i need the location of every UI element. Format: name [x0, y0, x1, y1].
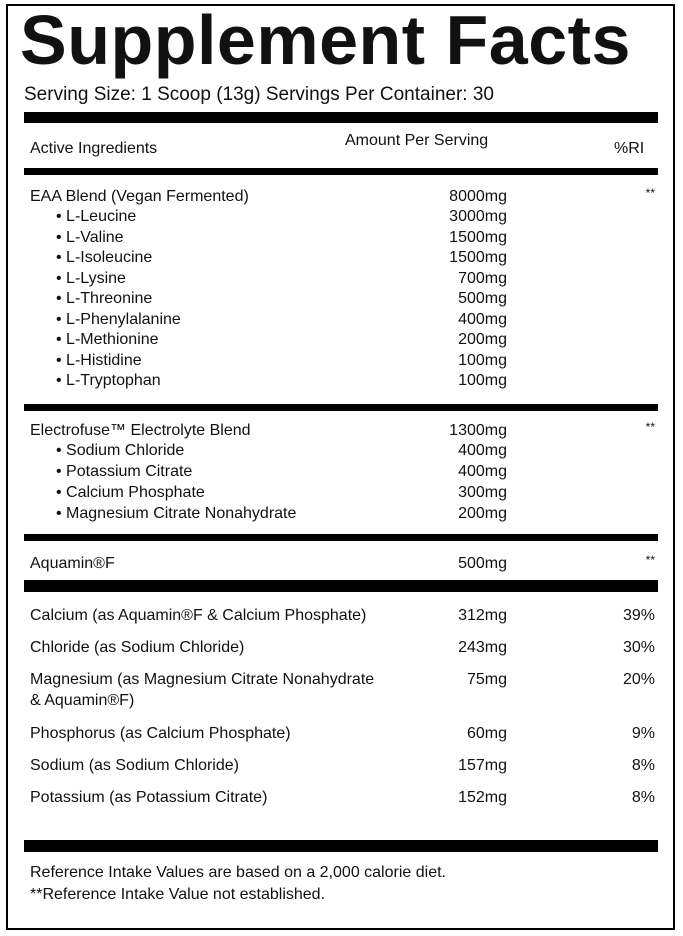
sub-ingredient-name: • Potassium Citrate [56, 463, 193, 480]
ingredient-amount: 1300mg [449, 422, 507, 439]
sub-ingredient-name: • L-Isoleucine [56, 249, 153, 266]
mineral-ri: 30% [622, 639, 655, 656]
sub-ingredient-name: • L-Lysine [56, 270, 126, 287]
mineral-ri: 8% [631, 789, 655, 806]
mineral-row [8, 724, 677, 744]
sub-ingredient-name: • Sodium Chloride [56, 442, 185, 459]
mineral-row [8, 756, 677, 776]
mineral-row [8, 638, 677, 658]
sub-ingredient-amount: 100mg [458, 352, 507, 369]
mineral-amount: 75mg [466, 671, 507, 688]
sub-ingredient-row [8, 351, 677, 371]
sub-ingredient-row [8, 269, 677, 289]
mineral-amount: 157mg [458, 757, 507, 774]
mineral-ri: 20% [622, 671, 655, 688]
sub-ingredient-row [8, 504, 677, 524]
sub-ingredient-amount: 300mg [458, 484, 507, 501]
thick-divider [24, 168, 658, 175]
ingredient-ri: ** [645, 186, 655, 200]
sub-ingredient-amount: 700mg [458, 270, 507, 287]
sub-ingredient-row [8, 330, 677, 350]
header-amount: Amount Per Serving [345, 132, 489, 149]
sub-ingredient-row [8, 228, 677, 248]
sub-ingredient-name: • L-Phenylalanine [56, 311, 181, 328]
ingredient-row [8, 421, 677, 441]
mineral-name: Phosphorus (as Calcium Phosphate) [30, 725, 291, 742]
supplement-facts-panel [6, 1, 675, 930]
mineral-name-continued: & Aquamin®F) [30, 692, 135, 709]
mineral-ri: 8% [631, 757, 655, 774]
mineral-amount: 60mg [466, 725, 507, 742]
ingredient-name: Electrofuse™ Electrolyte Blend [30, 422, 251, 439]
sub-ingredient-row [8, 207, 677, 227]
sub-ingredient-name: • L-Histidine [56, 352, 142, 369]
sub-ingredient-amount: 400mg [458, 311, 507, 328]
mineral-row [8, 606, 677, 626]
sub-ingredient-amount: 500mg [458, 290, 507, 307]
mineral-ri: 39% [622, 607, 655, 624]
sub-ingredient-name: • Calcium Phosphate [56, 484, 205, 501]
mineral-row [8, 670, 677, 690]
thick-divider [24, 534, 658, 541]
mineral-name: Chloride (as Sodium Chloride) [30, 639, 245, 656]
sub-ingredient-name: • L-Valine [56, 229, 124, 246]
mineral-name: Sodium (as Sodium Chloride) [30, 757, 239, 774]
ingredient-name: Aquamin®F [30, 555, 115, 572]
panel-title: Supplement Facts [20, 1, 631, 79]
sub-ingredient-name: • L-Threonine [56, 290, 153, 307]
serving-info: Serving Size: 1 Scoop (13g) Servings Per Container: 30 [24, 84, 494, 105]
ingredient-row [8, 187, 677, 207]
sub-ingredient-amount: 200mg [458, 331, 507, 348]
mineral-name: Magnesium (as Magnesium Citrate Nonahydrate [30, 671, 375, 688]
thick-divider [24, 112, 658, 123]
sub-ingredient-row [8, 310, 677, 330]
sub-ingredient-row [8, 441, 677, 461]
sub-ingredient-name: • Magnesium Citrate Nonahydrate [56, 505, 297, 522]
header-ingredients: Active Ingredients [30, 140, 158, 157]
sub-ingredient-row [8, 248, 677, 268]
ingredient-amount: 8000mg [449, 188, 507, 205]
sub-ingredient-amount: 1500mg [449, 229, 507, 246]
ingredient-amount: 500mg [458, 555, 507, 572]
mineral-name: Potassium (as Potassium Citrate) [30, 789, 268, 806]
mineral-row [8, 788, 677, 808]
ingredient-ri: ** [645, 553, 655, 567]
sub-ingredient-amount: 3000mg [449, 208, 507, 225]
mineral-amount: 152mg [458, 789, 507, 806]
sub-ingredient-row [8, 371, 677, 391]
sub-ingredient-amount: 400mg [458, 463, 507, 480]
thick-divider [24, 404, 658, 411]
ingredient-ri: ** [645, 420, 655, 434]
sub-ingredient-name: • L-Tryptophan [56, 372, 161, 389]
sub-ingredient-amount: 100mg [458, 372, 507, 389]
sub-ingredient-amount: 200mg [458, 505, 507, 522]
footnote-not-established: **Reference Intake Value not established. [30, 886, 326, 903]
thick-divider [24, 580, 658, 592]
sub-ingredient-row [8, 289, 677, 309]
sub-ingredient-name: • L-Methionine [56, 331, 159, 348]
mineral-ri: 9% [631, 725, 655, 742]
sub-ingredient-amount: 400mg [458, 442, 507, 459]
sub-ingredient-amount: 1500mg [449, 249, 507, 266]
sub-ingredient-row [8, 483, 677, 503]
mineral-name: Calcium (as Aquamin®F & Calcium Phosphate) [30, 607, 367, 624]
thick-divider [24, 840, 658, 852]
ingredient-row [8, 554, 677, 574]
mineral-amount: 312mg [458, 607, 507, 624]
header-ri: %RI [614, 140, 645, 157]
mineral-amount: 243mg [458, 639, 507, 656]
sub-ingredient-row [8, 462, 677, 482]
ingredient-name: EAA Blend (Vegan Fermented) [30, 188, 249, 205]
mineral-row-continued [8, 691, 677, 711]
sub-ingredient-name: • L-Leucine [56, 208, 137, 225]
footnote-ri: Reference Intake Values are based on a 2,000 calorie diet. [30, 864, 446, 881]
